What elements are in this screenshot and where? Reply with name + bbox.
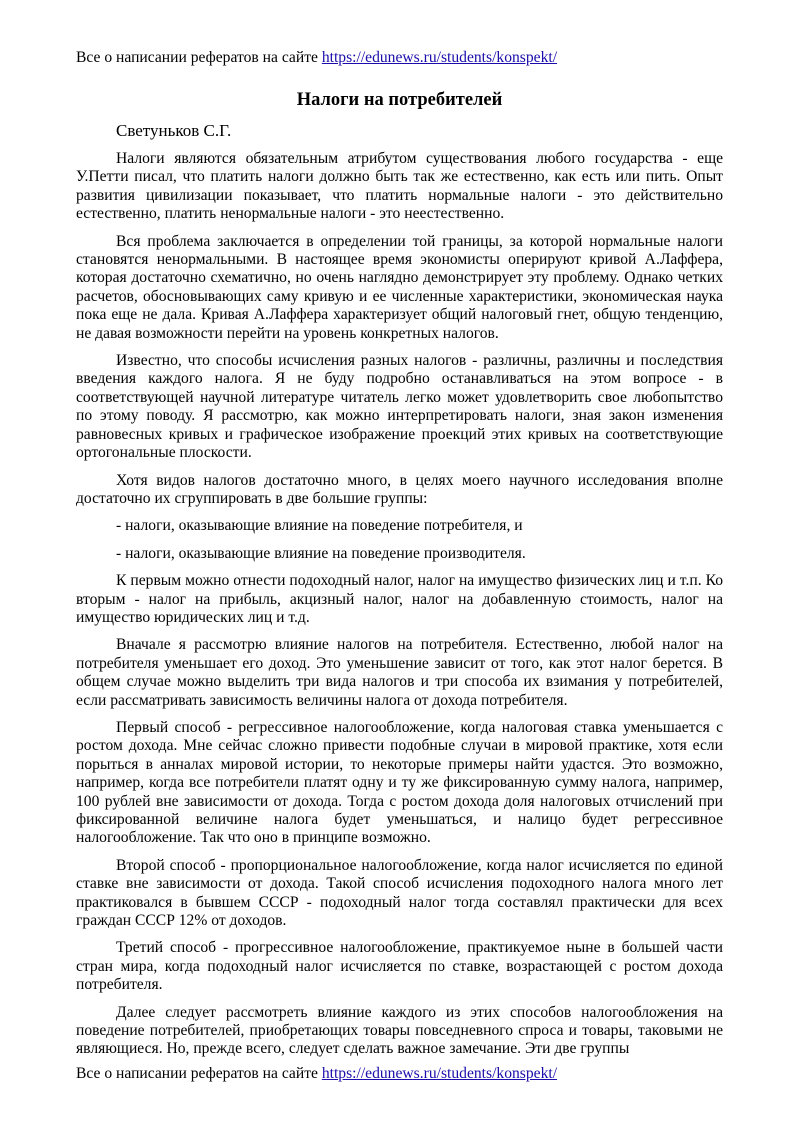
paragraph: Далее следует рассмотреть влияние каждого из этих способов налогообложения на поведение потребителей, приобретающих товары повседневного спроса и товары, таковыми не являющиеся. Но, прежде всего, следует сделать важное замечание. Эти две группы xyxy=(76,1003,723,1058)
header-link[interactable]: https://edunews.ru/students/konspekt/ xyxy=(321,49,558,66)
footer-text: Все о написании рефератов на сайте xyxy=(76,1065,322,1082)
paragraph: Первый способ - регрессивное налогообложение, когда налоговая ставка уменьшается с ростом дохода. Мне сейчас сложно привести подобные случаи в мировой практике, хотя если порыться в анналах мировой истории, то некоторые примеры найти удастся. Это возможно, например, когда все потребители платят одну и ту же фиксированную сумму налога, например, 100 рублей вне зависимости от дохода. Тогда с ростом дохода доля налоговых отчислений при фиксированной величине налога будет уменьшаться, и налицо будет регрессивное налогообложение. Так что оно в принципе возможно. xyxy=(76,718,723,847)
paragraph: Третий способ - прогрессивное налогообложение, практикуемое ныне в большей части стран мира, когда подоходный налог исчисляется по ставке, возрастающей с ростом дохода потребителя. xyxy=(76,939,723,994)
list-item: - налоги, оказывающие влияние на поведение потребителя, и xyxy=(116,517,523,535)
paragraph: Второй способ - пропорциональное налогообложение, когда налог исчисляется по единой ставке вне зависимости от дохода. Такой способ исчисления подоходного налога много лет практиковался в бывшем СССР - подоходный налог тогда составлял практически для всех граждан СССР 12% от доходов. xyxy=(76,856,723,930)
footer-link[interactable]: https://edunews.ru/students/konspekt/ xyxy=(321,1065,558,1082)
paragraph: Налоги являются обязательным атрибутом существования любого государства - еще У.Петти писал, что платить налоги должно быть так же естественно, как есть или пить. Опыт развития цивилизации показывает, что платить нормальные налоги - это действительно естественно, платить ненормальные налоги - это неестественно. xyxy=(76,150,723,223)
page-header xyxy=(76,48,557,68)
document-body xyxy=(76,150,723,1068)
paragraph: Известно, что способы исчисления разных налогов - различны, различны и последствия введения каждого налога. Я не буду подробно останавливаться на этом вопросе - в соответствующей научной литературе читатель легко может удовлетворить свое любопытство по этому поводу. Я рассмотрю, как можно интерпретировать налоги, зная закон изменения равновесных кривых и графическое изображение проекций этих кривых на соответствующие ортогональные плоскости. xyxy=(76,352,723,462)
document-title: Налоги на потребителей xyxy=(296,90,503,110)
paragraph: Вся проблема заключается в определении той границы, за которой нормальные налоги становятся ненормальными. В настоящее время экономисты оперируют кривой А.Лаффера, которая достаточно схематично, но очень наглядно демонстрирует эту проблему. Однако четких расчетов, обосновывающих саму кривую и ее численные характеристики, экономическая наука пока еще не дала. Кривая А.Лаффера характеризует общий налоговый гнет, общую тенденцию, не давая возможности перейти на уровень конкретных налогов. xyxy=(76,232,723,342)
document-author: Светуньков С.Г. xyxy=(116,121,232,140)
header-text: Все о написании рефератов на сайте xyxy=(76,49,322,66)
paragraph: Вначале я рассмотрю влияние налогов на потребителя. Естественно, любой налог на потребителя уменьшает его доход. Это уменьшение зависит от того, как этот налог берется. В общем случае можно выделить три вида налогов и три способа их взимания у потребителей, если рассматривать зависимость величины налога от дохода потребителя. xyxy=(76,636,723,709)
page-footer xyxy=(76,1064,557,1084)
paragraph: Хотя видов налогов достаточно много, в целях моего научного исследования вполне достаточно их сгруппировать в две большие группы: xyxy=(76,471,723,507)
paragraph: К первым можно отнести подоходный налог, налог на имущество физических лиц и т.п. Ко вторым - налог на прибыль, акцизный налог, налог на добавленную стоимость, налог на имущество юридических лиц и т.д. xyxy=(76,572,723,626)
list-item: - налоги, оказывающие влияние на поведение производителя. xyxy=(116,544,526,562)
